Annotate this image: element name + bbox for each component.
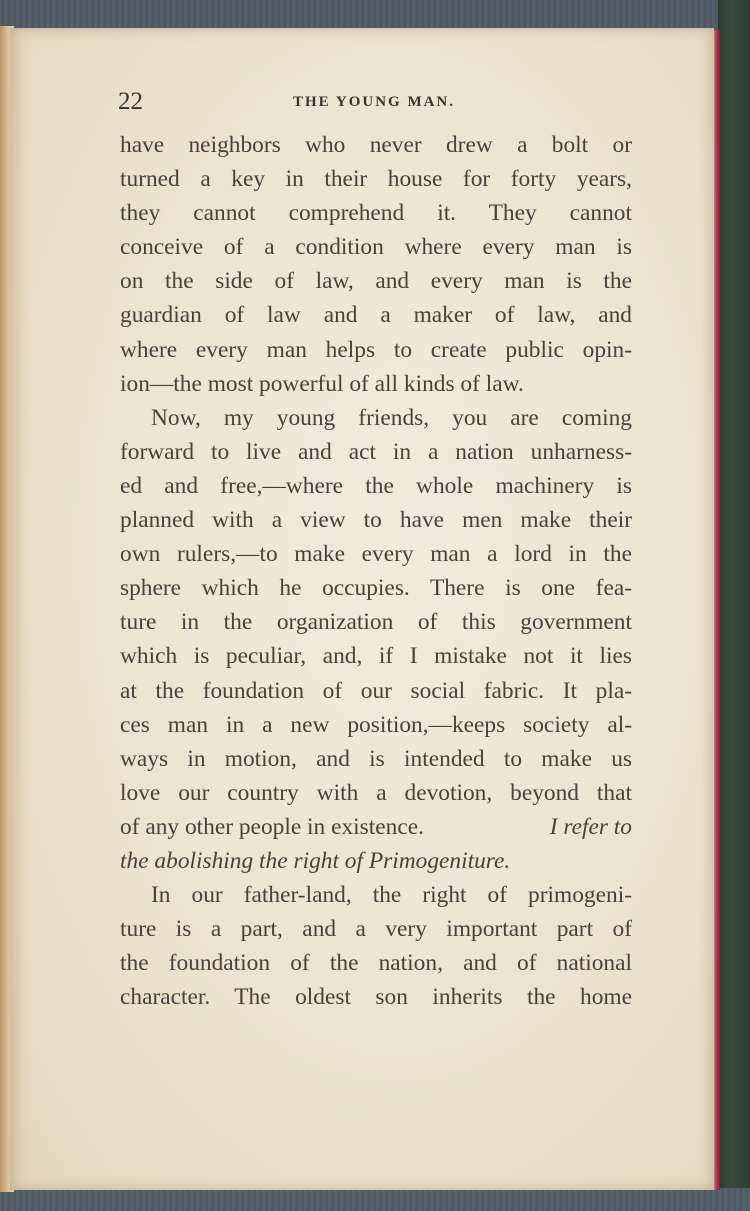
text-line: the foundation of the nation, and of national — [120, 950, 632, 977]
text-line: ture is a part, and a very important part of — [120, 916, 632, 943]
text-line-roman: of any other people in existence. — [120, 813, 424, 840]
text-line: ed and free,—where the whole machinery is — [120, 472, 632, 499]
text-line: turned a key in their house for forty years, — [120, 166, 632, 193]
cover-cloth-bottom — [0, 1188, 750, 1211]
text-line: on the side of law, and every man is the — [120, 268, 632, 295]
page-body-text — [120, 128, 632, 1014]
page-header — [118, 88, 630, 118]
text-line: love our country with a devotion, beyond that — [120, 779, 632, 806]
text-line: character. The oldest son inherits the home — [120, 984, 632, 1011]
text-line-italic: the abolishing the right of Primogeniture. — [120, 847, 511, 874]
text-line: Now, my young friends, you are coming — [151, 404, 632, 431]
text-line: guardian of law and a maker of law, and — [120, 302, 632, 329]
text-line: sphere which he occupies. There is one fea- — [120, 575, 632, 602]
text-line: conceive of a condition where every man is — [120, 234, 632, 261]
text-line: where every man helps to create public opin- — [120, 336, 632, 363]
page-number: 22 — [118, 88, 143, 115]
text-line: at the foundation of our social fabric. It pla- — [120, 677, 632, 704]
text-line: have neighbors who never drew a bolt or — [120, 132, 632, 158]
text-line-italic: I refer to — [549, 813, 632, 840]
running-title: THE YOUNG MAN. — [292, 94, 456, 110]
cover-cloth-top — [0, 0, 750, 30]
text-line: ture in the organization of this government — [120, 609, 632, 636]
text-line: ways in motion, and is intended to make us — [120, 745, 632, 772]
text-line: In our father-land, the right of primogeni- — [151, 882, 632, 909]
text-line: which is peculiar, and, if I mistake not it lies — [120, 643, 632, 670]
cover-cloth-right — [718, 0, 750, 1211]
text-line-mixed — [120, 810, 632, 844]
text-line: forward to live and act in a nation unharness- — [120, 438, 632, 465]
text-line: ces man in a new position,—keeps society al- — [120, 711, 632, 738]
text-line: they cannot comprehend it. They cannot — [120, 200, 632, 227]
text-line: planned with a view to have men make their — [120, 507, 632, 534]
text-line: ion—the most powerful of all kinds of law. — [120, 370, 524, 397]
text-line: own rulers,—to make every man a lord in the — [120, 541, 632, 568]
